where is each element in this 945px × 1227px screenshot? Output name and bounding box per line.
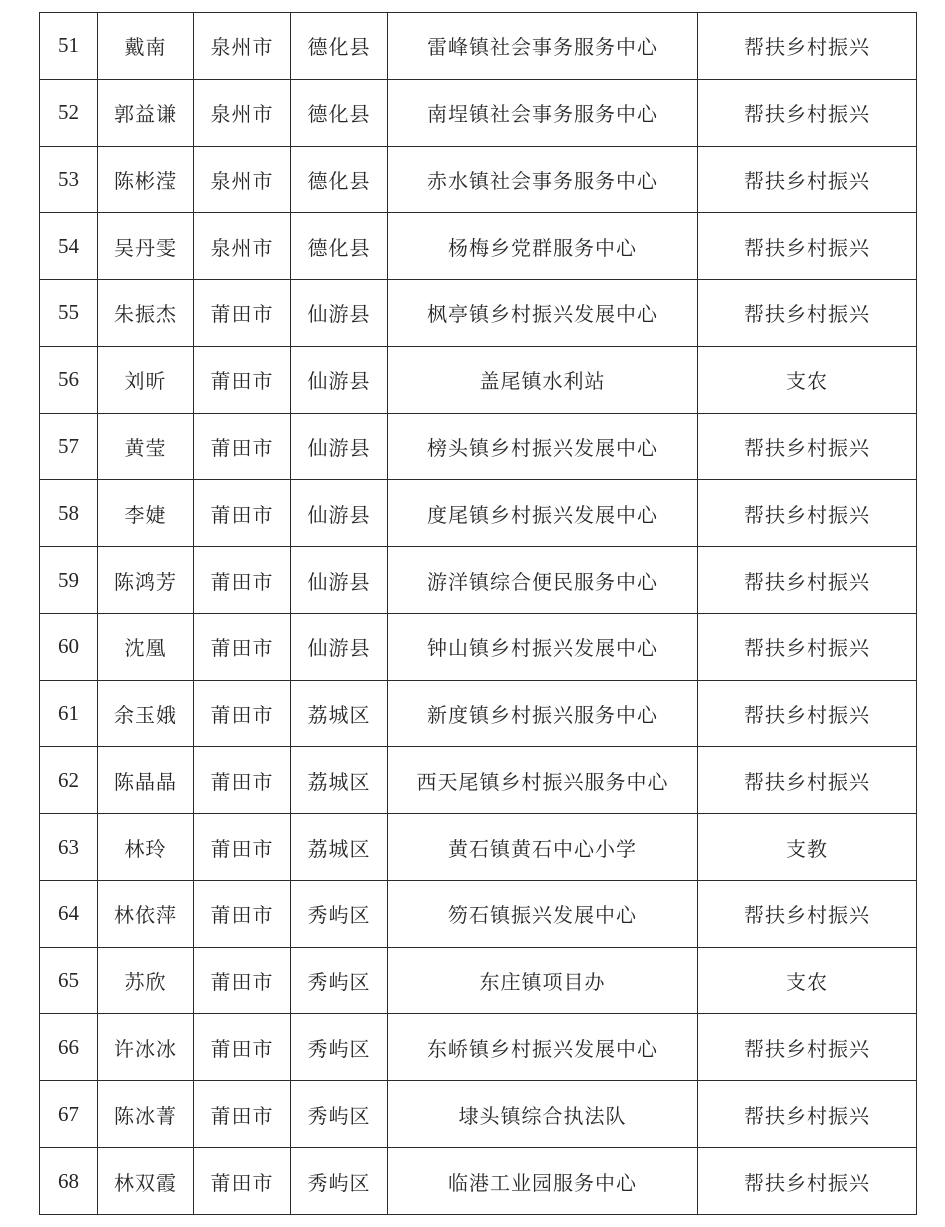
cell-county: 秀屿区	[291, 1014, 388, 1081]
cell-org: 枫亭镇乡村振兴发展中心	[388, 280, 698, 347]
cell-role: 帮扶乡村振兴	[698, 880, 917, 947]
cell-name: 刘昕	[98, 346, 194, 413]
table-row	[40, 680, 917, 747]
cell-city: 泉州市	[194, 146, 291, 213]
cell-org: 埭头镇综合执法队	[388, 1081, 698, 1148]
cell-city: 莆田市	[194, 814, 291, 881]
cell-org: 东峤镇乡村振兴发展中心	[388, 1014, 698, 1081]
cell-no: 60	[40, 613, 98, 680]
cell-org: 榜头镇乡村振兴发展中心	[388, 413, 698, 480]
cell-city: 莆田市	[194, 547, 291, 614]
cell-org: 盖尾镇水利站	[388, 346, 698, 413]
table-row	[40, 13, 917, 80]
cell-role: 帮扶乡村振兴	[698, 213, 917, 280]
cell-no: 62	[40, 747, 98, 814]
cell-name: 苏欣	[98, 947, 194, 1014]
cell-city: 泉州市	[194, 13, 291, 80]
cell-role: 帮扶乡村振兴	[698, 280, 917, 347]
cell-name: 戴南	[98, 13, 194, 80]
cell-county: 仙游县	[291, 547, 388, 614]
cell-city: 莆田市	[194, 680, 291, 747]
table-row	[40, 1148, 917, 1215]
cell-role: 帮扶乡村振兴	[698, 413, 917, 480]
cell-city: 莆田市	[194, 280, 291, 347]
cell-county: 秀屿区	[291, 1148, 388, 1215]
table-row	[40, 280, 917, 347]
cell-city: 莆田市	[194, 1148, 291, 1215]
cell-no: 51	[40, 13, 98, 80]
cell-no: 57	[40, 413, 98, 480]
cell-org: 黄石镇黄石中心小学	[388, 814, 698, 881]
cell-role: 帮扶乡村振兴	[698, 613, 917, 680]
cell-org: 新度镇乡村振兴服务中心	[388, 680, 698, 747]
table-row	[40, 146, 917, 213]
cell-role: 帮扶乡村振兴	[698, 1081, 917, 1148]
cell-org: 游洋镇综合便民服务中心	[388, 547, 698, 614]
cell-org: 笏石镇振兴发展中心	[388, 880, 698, 947]
cell-no: 66	[40, 1014, 98, 1081]
cell-name: 林依萍	[98, 880, 194, 947]
cell-county: 荔城区	[291, 747, 388, 814]
cell-role: 帮扶乡村振兴	[698, 79, 917, 146]
cell-county: 荔城区	[291, 680, 388, 747]
table-row	[40, 413, 917, 480]
cell-role: 帮扶乡村振兴	[698, 680, 917, 747]
cell-city: 莆田市	[194, 947, 291, 1014]
cell-org: 南埕镇社会事务服务中心	[388, 79, 698, 146]
cell-name: 吴丹雯	[98, 213, 194, 280]
cell-role: 帮扶乡村振兴	[698, 13, 917, 80]
cell-county: 秀屿区	[291, 1081, 388, 1148]
cell-name: 陈彬滢	[98, 146, 194, 213]
cell-org: 赤水镇社会事务服务中心	[388, 146, 698, 213]
table-row	[40, 346, 917, 413]
cell-county: 仙游县	[291, 613, 388, 680]
cell-city: 泉州市	[194, 79, 291, 146]
table-row	[40, 213, 917, 280]
cell-name: 陈冰菁	[98, 1081, 194, 1148]
cell-no: 59	[40, 547, 98, 614]
cell-county: 仙游县	[291, 346, 388, 413]
personnel-roster-table	[39, 12, 917, 1215]
cell-city: 泉州市	[194, 213, 291, 280]
cell-org: 钟山镇乡村振兴发展中心	[388, 613, 698, 680]
cell-city: 莆田市	[194, 1081, 291, 1148]
cell-role: 帮扶乡村振兴	[698, 1148, 917, 1215]
table-row	[40, 814, 917, 881]
cell-no: 65	[40, 947, 98, 1014]
cell-name: 沈凰	[98, 613, 194, 680]
cell-county: 秀屿区	[291, 947, 388, 1014]
cell-org: 雷峰镇社会事务服务中心	[388, 13, 698, 80]
cell-org: 东庄镇项目办	[388, 947, 698, 1014]
cell-org: 度尾镇乡村振兴发展中心	[388, 480, 698, 547]
table-row	[40, 547, 917, 614]
cell-role: 帮扶乡村振兴	[698, 146, 917, 213]
cell-name: 黄莹	[98, 413, 194, 480]
cell-no: 56	[40, 346, 98, 413]
cell-no: 68	[40, 1148, 98, 1215]
cell-no: 64	[40, 880, 98, 947]
personnel-roster-body	[40, 13, 917, 1215]
cell-name: 郭益谦	[98, 79, 194, 146]
cell-city: 莆田市	[194, 747, 291, 814]
table-row	[40, 480, 917, 547]
cell-name: 林玲	[98, 814, 194, 881]
cell-county: 秀屿区	[291, 880, 388, 947]
cell-county: 德化县	[291, 79, 388, 146]
table-row	[40, 747, 917, 814]
cell-city: 莆田市	[194, 880, 291, 947]
cell-county: 德化县	[291, 213, 388, 280]
table-row	[40, 613, 917, 680]
cell-city: 莆田市	[194, 413, 291, 480]
cell-role: 支农	[698, 346, 917, 413]
cell-no: 55	[40, 280, 98, 347]
cell-name: 林双霞	[98, 1148, 194, 1215]
cell-county: 仙游县	[291, 413, 388, 480]
table-row	[40, 79, 917, 146]
cell-city: 莆田市	[194, 346, 291, 413]
cell-no: 63	[40, 814, 98, 881]
cell-county: 德化县	[291, 146, 388, 213]
table-row	[40, 1014, 917, 1081]
cell-no: 53	[40, 146, 98, 213]
table-row	[40, 1081, 917, 1148]
cell-name: 朱振杰	[98, 280, 194, 347]
cell-role: 支教	[698, 814, 917, 881]
cell-county: 荔城区	[291, 814, 388, 881]
cell-county: 德化县	[291, 13, 388, 80]
cell-name: 陈鸿芳	[98, 547, 194, 614]
cell-org: 杨梅乡党群服务中心	[388, 213, 698, 280]
cell-county: 仙游县	[291, 280, 388, 347]
cell-org: 西天尾镇乡村振兴服务中心	[388, 747, 698, 814]
cell-city: 莆田市	[194, 613, 291, 680]
cell-role: 帮扶乡村振兴	[698, 747, 917, 814]
cell-no: 61	[40, 680, 98, 747]
cell-no: 58	[40, 480, 98, 547]
cell-role: 帮扶乡村振兴	[698, 1014, 917, 1081]
table-row	[40, 880, 917, 947]
cell-name: 陈晶晶	[98, 747, 194, 814]
cell-role: 帮扶乡村振兴	[698, 480, 917, 547]
cell-city: 莆田市	[194, 1014, 291, 1081]
table-row	[40, 947, 917, 1014]
cell-city: 莆田市	[194, 480, 291, 547]
cell-name: 许冰冰	[98, 1014, 194, 1081]
cell-org: 临港工业园服务中心	[388, 1148, 698, 1215]
cell-name: 余玉娥	[98, 680, 194, 747]
cell-role: 帮扶乡村振兴	[698, 547, 917, 614]
cell-no: 67	[40, 1081, 98, 1148]
cell-no: 52	[40, 79, 98, 146]
cell-no: 54	[40, 213, 98, 280]
cell-county: 仙游县	[291, 480, 388, 547]
cell-role: 支农	[698, 947, 917, 1014]
cell-name: 李婕	[98, 480, 194, 547]
